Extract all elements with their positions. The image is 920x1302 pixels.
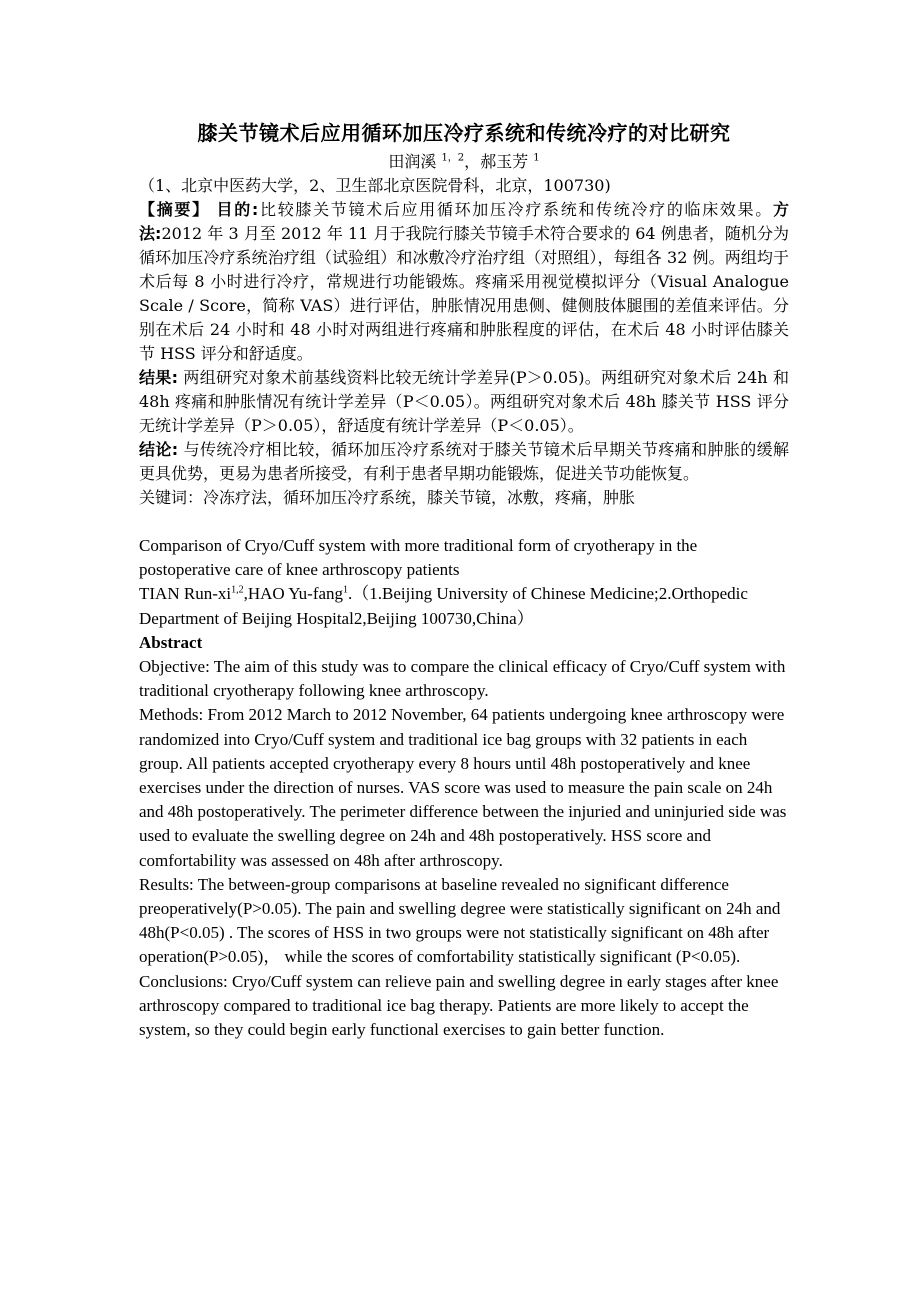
- english-author-2-marker: 1: [343, 584, 349, 596]
- objective-label: 目的:: [216, 200, 259, 219]
- english-conclusions: Conclusions: Cryo/Cuff system can relieve pain and swelling degree in early stages after knee arthroscopy compared to traditional ice bag therapy. Patients are more likely to accept the system, so they could begin early functional exercises to gain better function.: [139, 971, 779, 1040]
- paper-title: 膝关节镜术后应用循环加压冷疗系统和传统冷疗的对比研究: [197, 121, 731, 145]
- author-2-affiliation-marker: 1: [533, 152, 540, 164]
- results-text: 两组研究对象术前基线资料比较无统计学差异(P＞0.05)。两组研究对象术后 24h 和 48h 疼痛和肿胀情况有统计学差异（P＜0.05）。两组研究对象术后 48h 膝关节 HSS 评分无统计学差异（P＞0.05），舒适度有统计学差异（P＜0.05）。: [139, 368, 789, 435]
- author-line: [139, 150, 789, 174]
- english-affiliation: .（1.Beijing University of Chinese Medicine;2.Orthopedic Department of Beijing Hospital2,Beijing 100730,China）: [139, 584, 748, 628]
- results-label: 结果:: [139, 368, 179, 387]
- abstract-cn-results: [139, 366, 789, 438]
- abstract-cn-objective-methods: [139, 198, 789, 366]
- affiliation: （1、北京中医药大学，2、卫生部北京医院骨科，北京，100730): [139, 176, 611, 195]
- english-author-1-marker: 1,2: [231, 584, 244, 596]
- english-methods: Methods: From 2012 March to 2012 November, 64 patients undergoing knee arthroscopy were randomized into Cryo/Cuff system and traditional ice bag groups with 32 patients in each group. All patients accepted cryotherapy every 8 hours until 48h postoperatively and knee exercises under the direction of nurses. VAS score was used to measure the pain scale on 24h and 48h postoperatively. The perimeter difference between the injuried and uninjuried side was used to evaluate the swelling degree on 24h and 48h postoperatively. HSS score and comfortability was assessed on 48h after arthroscopy.: [139, 705, 787, 870]
- author-separator: ，: [464, 152, 481, 171]
- conclusion-label: 结论:: [139, 440, 179, 459]
- author-2-name: 郝玉芳: [480, 152, 529, 171]
- conclusion-text: 与传统冷疗相比较，循环加压冷疗系统对于膝关节镜术后早期关节疼痛和肿胀的缓解更具优势，更易为患者所接受，有利于患者早期功能锻炼，促进关节功能恢复。: [139, 440, 789, 483]
- methods-label: 方法:: [139, 200, 789, 243]
- english-objective: Objective: The aim of this study was to compare the clinical efficacy of Cryo/Cuff system with traditional cryotherapy following knee arthroscopy.: [139, 657, 786, 701]
- section-spacer: [139, 510, 789, 534]
- paper-page: [139, 118, 789, 1042]
- author-1-affiliation-marker: 1，2: [441, 152, 465, 164]
- english-results: Results: The between-group comparisons at baseline revealed no significant difference preoperatively(P>0.05). The pain and swelling degree were statistically significant on 24h and 48h(P<0.05) . The scores of HSS in two groups were not statistically significant on 48h after operation(P>0.05)， while the scores of comfortability statistically significant (P<0.05).: [139, 874, 781, 967]
- keywords: 关键词：冷冻疗法，循环加压冷疗系统，膝关节镜，冰敷，疼痛，肿胀: [139, 488, 636, 507]
- english-authors: [139, 582, 789, 630]
- abstract-cn-conclusion: [139, 438, 789, 486]
- english-author-2: ,HAO Yu-fang: [243, 584, 344, 604]
- english-title: Comparison of Cryo/Cuff system with more traditional form of cryotherapy in the postoperative care of knee arthroscopy patients: [139, 536, 698, 580]
- methods-text: 2012 年 3 月至 2012 年 11 月于我院行膝关节镜手术符合要求的 64 例患者，随机分为循环加压冷疗系统治疗组（试验组）和冰敷冷疗治疗组（对照组），每组各 32 例。两组均于术后每 8 小时进行冷疗，常规进行功能锻炼。疼痛采用视觉模拟评分（Visual Analogue Scale / Score，简称 VAS）进行评估，肿胀情况用患侧、健侧肢体腿围的差值来评估。分别在术后 24 小时和 48 小时对两组进行疼痛和肿胀程度的评估，在术后 48 小时评估膝关节 HSS 评分和舒适度。: [139, 224, 789, 363]
- author-1-name: 田润溪: [388, 152, 437, 171]
- english-author-1: TIAN Run-xi: [139, 584, 232, 604]
- abstract-label: 【摘要】: [139, 200, 210, 219]
- abstract-heading: Abstract: [139, 632, 203, 652]
- objective-text: 比较膝关节镜术后应用循环加压冷疗系统和传统冷疗的临床效果。: [258, 200, 773, 219]
